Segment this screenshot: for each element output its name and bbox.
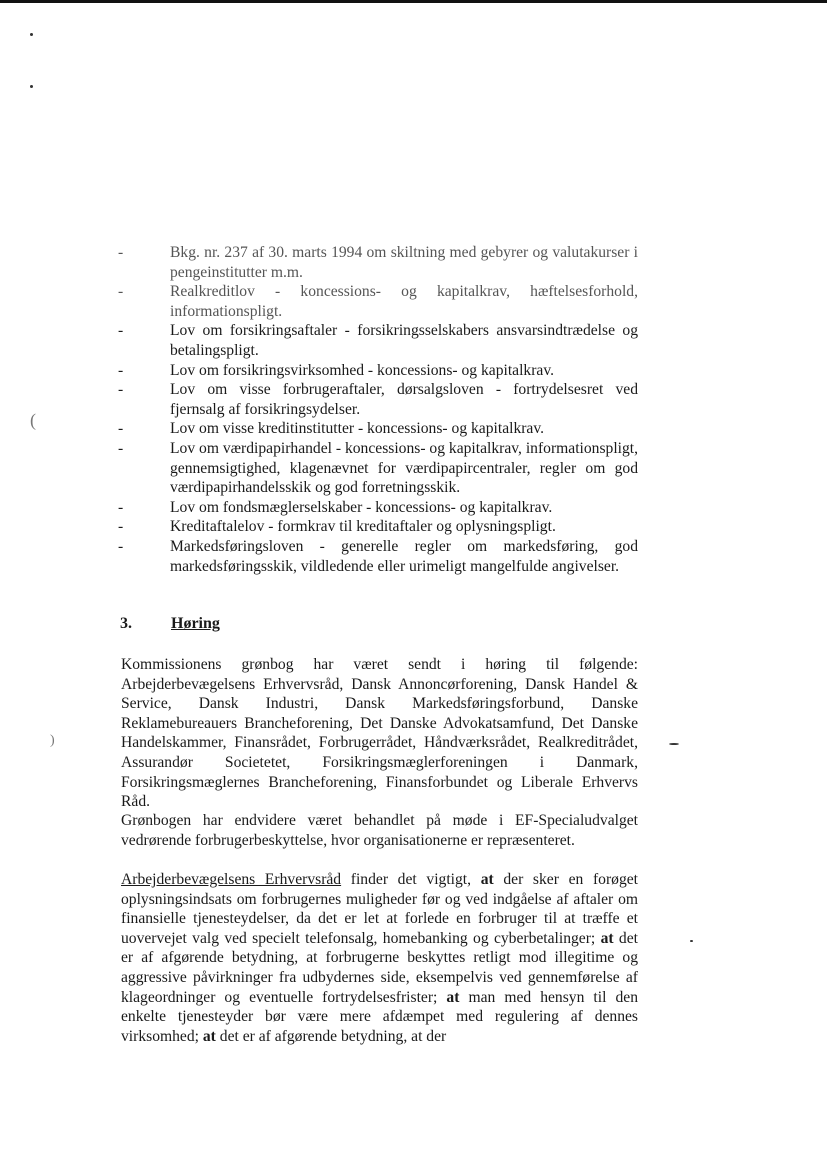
list-item-text: Realkreditlov - koncessions- og kapitalkrav, hæftelsesforhold, informationspligt.	[170, 283, 638, 320]
emphasis-at: at	[480, 871, 494, 888]
organization-name: Arbejderbevægelsens Erhvervsråd	[121, 871, 342, 888]
list-item	[118, 380, 638, 419]
list-item-text: Bkg. nr. 237 af 30. marts 1994 om skiltning med gebyrer og valutakurser i pengeinstitutter m.m.	[170, 244, 638, 281]
list-item-text: Lov om forsikringsaftaler - forsikringsselskabers ansvarsindtrædelse og betalingspligt.	[170, 322, 638, 359]
list-bullet: -	[118, 420, 124, 438]
list-bullet: -	[118, 439, 124, 457]
list-item	[118, 537, 638, 576]
list-item	[118, 439, 638, 498]
paragraph-text: der sker en forøget oplysningsindsats om forbrugernes muligheder før og ved indgåelse af aftaler om finansielle tjenesteydelser, da det er let at forlede en forbruger til at træffe et uovervejet valg ved specielt telefonsalg, homebanking og cyberbetalinger;	[121, 871, 638, 947]
list-item-text: Lov om forsikringsvirksomhed - koncessions- og kapitalkrav.	[170, 361, 555, 379]
list-item-text: Lov om fondsmæglerselskaber - koncessions- og kapitalkrav.	[170, 498, 553, 516]
list-item-text: Lov om visse kreditinstitutter - koncessions- og kapitalkrav.	[170, 420, 545, 438]
list-item-text: Lov om værdipapirhandel - koncessions- og kapitalkrav, informationspligt, gennemsigtighed, klagenævnet for værdipapircentraler, regler om god værdipapirhandelsskik og god forretningsskik.	[170, 439, 639, 497]
section-number: 3.	[120, 615, 132, 632]
list-item	[118, 517, 638, 537]
scan-speck	[30, 85, 33, 88]
list-bullet: -	[118, 498, 124, 516]
list-item	[118, 243, 638, 282]
law-list	[118, 243, 638, 576]
list-item-text: Markedsføringsloven - generelle regler om markedsføring, god markedsføringsskik, vildledende eller urimeligt mangelfulde angivelser.	[170, 537, 638, 575]
punch-hole-mark: )	[50, 733, 55, 748]
list-bullet: -	[118, 322, 124, 340]
scan-top-edge	[0, 0, 827, 3]
section-heading	[120, 615, 220, 633]
list-item-text: Kreditaftalelov - formkrav til kreditaftaler og oplysningspligt.	[170, 518, 556, 536]
list-bullet: -	[118, 244, 124, 261]
scan-speck	[690, 940, 693, 942]
list-bullet: -	[118, 361, 124, 379]
emphasis-at: at	[600, 929, 614, 947]
paragraph-text: det er af afgørende betydning, at der	[215, 1027, 447, 1045]
list-item-text: Lov om visse forbrugeraftaler, dørsalgsloven - fortrydelsesret ved fjernsalg af forsikringsydelser.	[170, 381, 638, 418]
list-item	[118, 419, 638, 439]
paragraph-text: det er af afgørende betydning, at forbrugerne beskyttes retligt mod illegitime og aggressive påvirkninger fra udbydernes side, eksempelvis ved gennemførelse af klageordninger og eventuelle fortrydelsesfrister;	[121, 929, 638, 1006]
paragraph-text: finder det vigtigt,	[341, 871, 481, 888]
list-item	[118, 321, 638, 360]
list-bullet: -	[118, 537, 124, 555]
punch-hole-mark: (	[30, 410, 36, 430]
scan-speck	[669, 743, 679, 745]
list-bullet: -	[118, 283, 124, 301]
emphasis-at: at	[202, 1027, 216, 1045]
list-bullet: -	[118, 381, 124, 399]
list-item	[118, 282, 638, 321]
paragraph-arbejderbevaegelsen	[121, 870, 638, 1046]
list-item	[118, 361, 638, 381]
list-bullet: -	[118, 518, 124, 536]
section-title: Høring	[171, 615, 220, 632]
list-item	[118, 498, 638, 518]
paragraph-text: man med hensyn til den enkelte tjenesteyder bør være mere afdæmpet med regulering af dennes virksomhed;	[121, 988, 638, 1045]
paragraph-specialudvalg: Grønbogen har endvidere været behandlet på møde i EF-Specialudvalget vedrørende forbrugerbeskyttelse, hvor organisationerne er repræsenteret.	[121, 812, 638, 849]
emphasis-at: at	[446, 988, 460, 1006]
scan-speck	[30, 33, 33, 36]
paragraph-consultation-list: Kommissionens grønbog har været sendt i høring til følgende: Arbejderbevægelsens Erhvervsråd, Dansk Annoncørforening, Dansk Handel & Service, Dansk Industri, Dansk Markedsføringsforbund, Danske Reklamebureauers Brancheforening, Det Danske Advokatsamfund, Det Danske Handelskammer, Finansrådet, Forbrugerrådet, Håndværksrådet, Realkreditrådet, Assurandør Societetet, Forsikringsmæglerforeningen i Danmark, Forsikringsmæglernes Brancheforening, Finansforbundet og Liberale Erhvervs Råd.	[121, 656, 638, 811]
